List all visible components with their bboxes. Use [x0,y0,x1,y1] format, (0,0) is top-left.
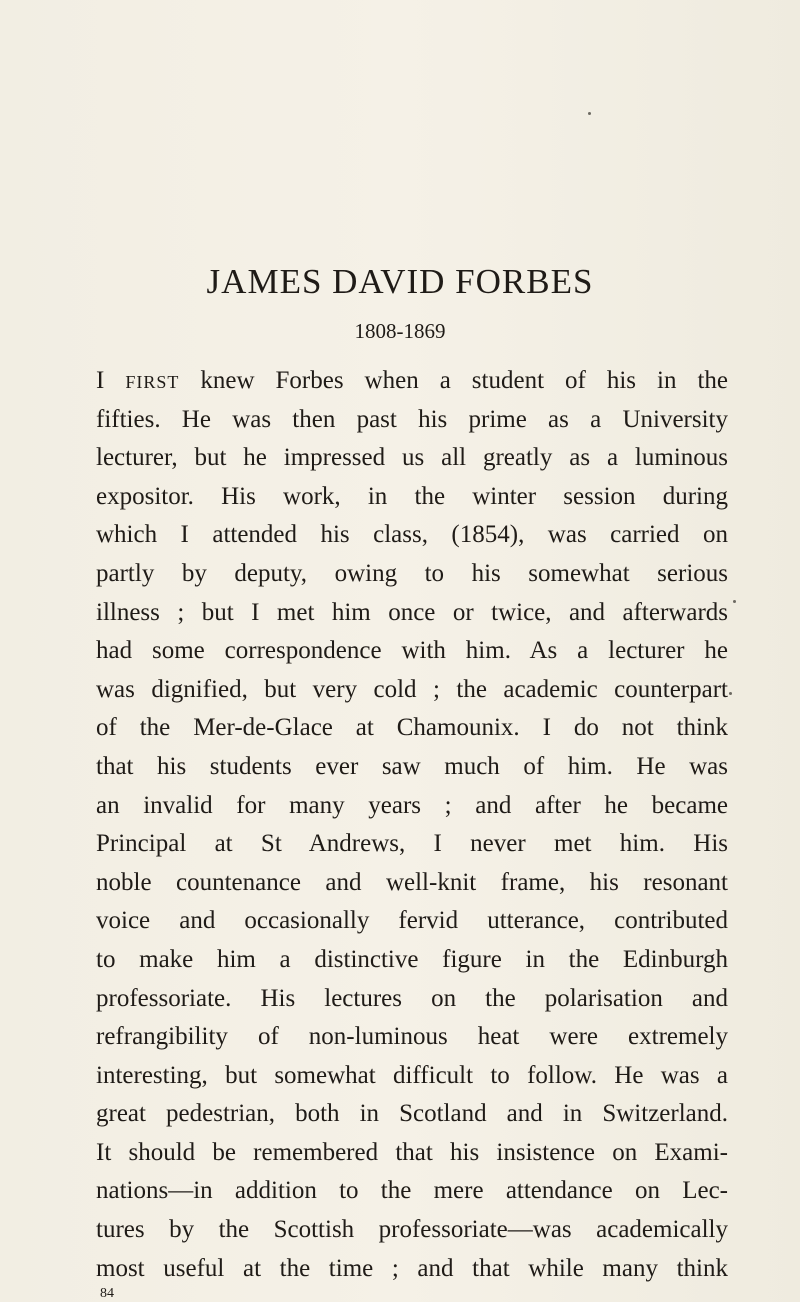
text-line: voice and occasionally fervid utterance, contributed [96,907,728,935]
text-line: illness ; but I met him once or twice, and afterwards [96,598,728,626]
page-number: 84 [100,1286,114,1301]
chapter-title: JAMES DAVID FORBES [206,262,594,301]
text-line: an invalid for many years ; and after he became [96,791,728,819]
ink-speck [733,600,736,603]
text-line: was dignified, but very cold ; the academic counterpart [96,675,728,703]
text-line: nations—in addition to the mere attendance on Lec- [96,1177,728,1205]
text-line: Principal at St Andrews, I never met him. His [96,830,728,858]
text-line: tures by the Scottish professoriate—was academically [96,1216,728,1244]
drop-letter: I [96,367,126,394]
text-line: of the Mer-de-Glace at Chamounix. I do not think [96,714,728,742]
text-line: which I attended his class, (1854), was carried on [96,521,728,549]
text-line: refrangibility of non-luminous heat were extremely [96,1023,728,1051]
text-line: that his students ever saw much of him. He was [96,752,728,780]
text-line: professoriate. His lectures on the polarisation and [96,984,728,1012]
text-line: great pedestrian, both in Scotland and in Switzerland. [96,1100,728,1128]
text-line: It should be remembered that his insistence on Exami- [96,1138,728,1166]
text-line: noble countenance and well-knit frame, his resonant [96,868,728,896]
life-dates: 1808-1869 [354,319,446,343]
text-line: expositor. His work, in the winter session during [96,482,728,510]
text-line: interesting, but somewhat difficult to follow. He was a [96,1061,728,1089]
text-line [96,362,728,401]
text-line: partly by deputy, owing to his somewhat serious [96,559,728,587]
small-caps-word: first [125,367,180,394]
text-line: had some correspondence with him. As a lecturer he [96,637,728,665]
line-rest: knew Forbes when a student of his in the [179,367,729,394]
text-line: to make him a distinctive figure in the Edinburgh [96,945,728,973]
ink-speck [729,692,732,695]
text-line: fifties. He was then past his prime as a University [96,405,728,433]
text-line: lecturer, but he impressed us all greatly as a luminous [96,444,728,472]
ink-speck [588,112,591,115]
body-paragraph [96,362,728,1288]
text-line: most useful at the time ; and that while many think [96,1254,728,1282]
